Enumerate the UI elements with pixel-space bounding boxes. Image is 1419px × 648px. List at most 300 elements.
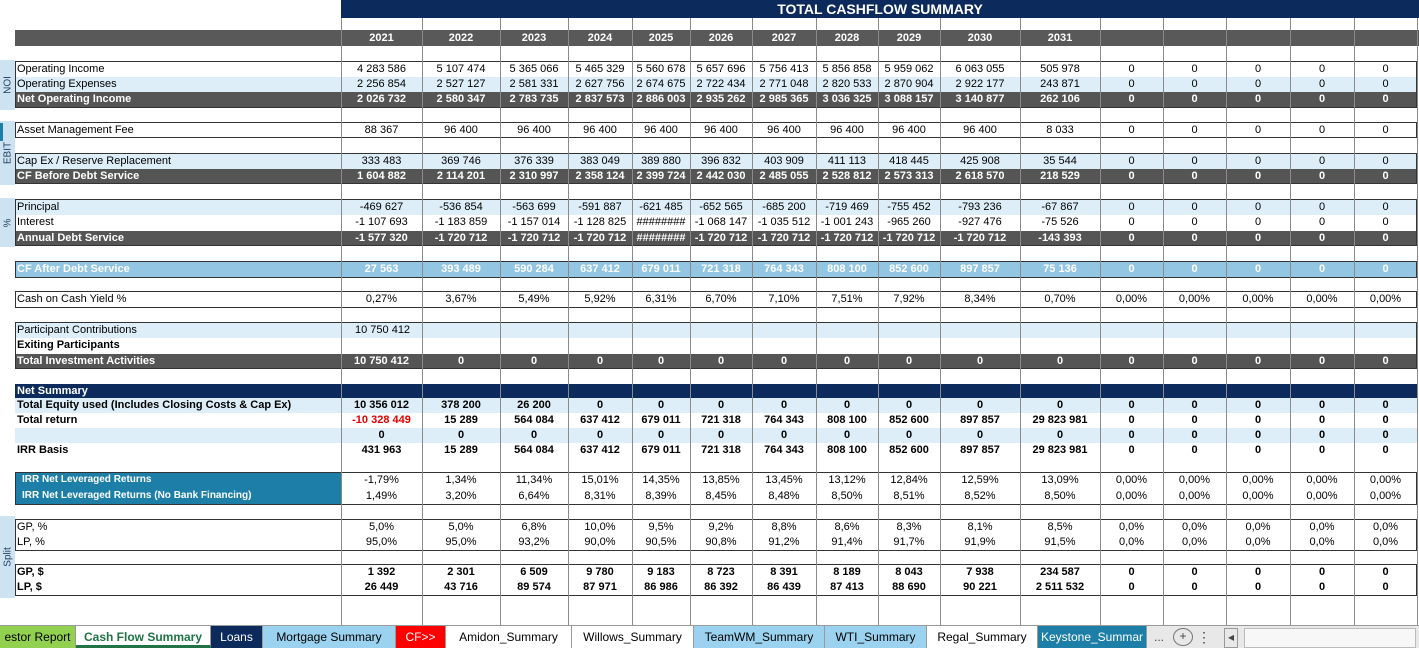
- value-cell[interactable]: -1 720 712: [573, 232, 627, 244]
- value-cell[interactable]: 0: [1382, 232, 1389, 244]
- value-cell[interactable]: 0: [1191, 355, 1198, 367]
- value-cell[interactable]: 0: [976, 355, 984, 367]
- year-header-cell[interactable]: 2026: [708, 32, 734, 44]
- value-cell[interactable]: 8,5%: [1047, 521, 1073, 533]
- value-cell[interactable]: 2 528 812: [822, 170, 872, 182]
- value-cell[interactable]: 7,92%: [893, 293, 925, 305]
- value-cell[interactable]: 8 043: [895, 566, 923, 578]
- value-cell[interactable]: 0: [1382, 429, 1389, 441]
- value-cell[interactable]: 0: [1382, 155, 1389, 167]
- value-cell[interactable]: 4 283 586: [357, 63, 406, 75]
- value-cell[interactable]: 0,00%: [1369, 474, 1402, 486]
- value-cell[interactable]: 3 140 877: [955, 93, 1005, 105]
- value-cell[interactable]: -1 720 712: [434, 232, 488, 244]
- value-cell[interactable]: ########: [636, 216, 686, 228]
- value-cell[interactable]: 0: [1382, 93, 1389, 105]
- value-cell[interactable]: 0: [1318, 263, 1326, 275]
- value-cell[interactable]: 90 221: [963, 581, 997, 593]
- value-cell[interactable]: 0: [1318, 78, 1326, 90]
- value-cell[interactable]: 2 310 997: [509, 170, 559, 182]
- value-cell[interactable]: 95,0%: [365, 536, 398, 548]
- value-cell[interactable]: 2 114 201: [436, 170, 486, 182]
- value-cell[interactable]: 8 391: [770, 566, 798, 578]
- row-label[interactable]: Total Investment Activities: [17, 355, 156, 367]
- value-cell[interactable]: 96 400: [704, 124, 738, 136]
- value-cell[interactable]: 5 756 413: [759, 63, 809, 75]
- value-cell[interactable]: 0: [1128, 201, 1135, 213]
- value-cell[interactable]: 897 857: [960, 263, 1000, 275]
- value-cell[interactable]: 10 356 012: [353, 399, 410, 411]
- value-cell[interactable]: 764 343: [764, 414, 804, 426]
- value-cell[interactable]: 0,00%: [1178, 474, 1211, 486]
- value-cell[interactable]: 0,00%: [1306, 293, 1338, 305]
- value-cell[interactable]: 808 100: [827, 414, 867, 426]
- value-cell[interactable]: 0: [378, 429, 385, 441]
- value-cell[interactable]: 0: [905, 429, 913, 441]
- value-cell[interactable]: 12,59%: [961, 474, 999, 486]
- value-cell[interactable]: 0: [1254, 63, 1262, 75]
- value-cell[interactable]: 0,0%: [1118, 521, 1145, 533]
- value-cell[interactable]: 0: [457, 429, 465, 441]
- value-cell[interactable]: 87 971: [583, 581, 617, 593]
- value-cell[interactable]: ########: [636, 232, 686, 244]
- value-cell[interactable]: 91,4%: [831, 536, 863, 548]
- row-label[interactable]: Net Operating Income: [17, 93, 132, 105]
- value-cell[interactable]: 637 412: [580, 263, 620, 275]
- value-cell[interactable]: 0: [657, 429, 665, 441]
- value-cell[interactable]: -1,79%: [364, 474, 399, 486]
- value-cell[interactable]: 2 935 262: [696, 93, 746, 105]
- value-cell[interactable]: 2 301: [447, 566, 475, 578]
- value-cell[interactable]: -591 887: [578, 201, 622, 213]
- value-cell[interactable]: 88 690: [892, 581, 926, 593]
- value-cell[interactable]: 0: [1191, 263, 1198, 275]
- value-cell[interactable]: 0: [1318, 566, 1326, 578]
- value-cell[interactable]: 96 400: [892, 124, 926, 136]
- value-cell[interactable]: 2 783 735: [509, 93, 559, 105]
- value-cell[interactable]: 3 088 157: [884, 93, 934, 105]
- tab-teamwm-summary[interactable]: TeamWM_Summary: [694, 626, 825, 648]
- value-cell[interactable]: -10 328 449: [352, 414, 411, 426]
- value-cell[interactable]: 15 289: [444, 414, 478, 426]
- value-cell[interactable]: -793 236: [958, 201, 1002, 213]
- value-cell[interactable]: 243 871: [1040, 78, 1080, 90]
- value-cell[interactable]: 0: [1254, 355, 1262, 367]
- value-cell[interactable]: 29 823 981: [1032, 444, 1088, 456]
- value-cell[interactable]: 0,00%: [1178, 293, 1211, 305]
- value-cell[interactable]: 2 722 434: [696, 78, 746, 90]
- row-label[interactable]: Cap Ex / Reserve Replacement: [17, 155, 172, 167]
- value-cell[interactable]: 0: [1382, 216, 1389, 228]
- value-cell[interactable]: 2 837 573: [575, 93, 625, 105]
- value-cell[interactable]: 721 318: [701, 444, 741, 456]
- row-label[interactable]: Operating Income: [17, 63, 105, 75]
- value-cell[interactable]: 0,0%: [1181, 536, 1208, 548]
- value-cell[interactable]: 2 985 365: [759, 93, 809, 105]
- value-cell[interactable]: 0: [1254, 444, 1262, 456]
- value-cell[interactable]: 0: [1128, 124, 1135, 136]
- value-cell[interactable]: 0,0%: [1372, 521, 1399, 533]
- value-cell[interactable]: 0: [1191, 155, 1198, 167]
- value-cell[interactable]: 0,0%: [1372, 536, 1399, 548]
- value-cell[interactable]: 0: [1254, 201, 1262, 213]
- value-cell[interactable]: 0: [1254, 566, 1262, 578]
- value-cell[interactable]: 0: [596, 355, 604, 367]
- value-cell[interactable]: 2 886 003: [636, 93, 686, 105]
- value-cell[interactable]: 852 600: [889, 414, 929, 426]
- value-cell[interactable]: 897 857: [960, 414, 1000, 426]
- value-cell[interactable]: 7 938: [966, 566, 994, 578]
- value-cell[interactable]: 91,2%: [768, 536, 800, 548]
- year-header-cell[interactable]: 2031: [1047, 32, 1073, 44]
- value-cell[interactable]: -965 260: [887, 216, 931, 228]
- value-cell[interactable]: 5 959 062: [884, 63, 934, 75]
- value-cell[interactable]: 96 400: [444, 124, 478, 136]
- row-label[interactable]: Net Summary: [17, 385, 88, 397]
- value-cell[interactable]: 8,6%: [834, 521, 860, 533]
- value-cell[interactable]: 396 832: [701, 155, 741, 167]
- value-cell[interactable]: 96 400: [830, 124, 864, 136]
- value-cell[interactable]: 9 183: [647, 566, 675, 578]
- value-cell[interactable]: 0: [1191, 124, 1198, 136]
- value-cell[interactable]: 13,85%: [702, 474, 740, 486]
- value-cell[interactable]: 91,9%: [964, 536, 996, 548]
- value-cell[interactable]: -1 720 712: [820, 232, 874, 244]
- separator-grip-icon[interactable]: ⋮: [1197, 629, 1211, 645]
- value-cell[interactable]: 0: [1191, 444, 1198, 456]
- value-cell[interactable]: 87 413: [830, 581, 864, 593]
- value-cell[interactable]: -1 107 693: [355, 216, 408, 228]
- value-cell[interactable]: 376 339: [514, 155, 554, 167]
- value-cell[interactable]: 5 560 678: [636, 63, 686, 75]
- value-cell[interactable]: 0: [1382, 63, 1389, 75]
- value-cell[interactable]: 86 986: [644, 581, 678, 593]
- value-cell[interactable]: -1 183 859: [434, 216, 488, 228]
- value-cell[interactable]: 5 365 066: [509, 63, 559, 75]
- year-header-cell[interactable]: 2021: [369, 32, 394, 44]
- value-cell[interactable]: 0: [1128, 566, 1135, 578]
- value-cell[interactable]: 96 400: [767, 124, 801, 136]
- value-cell[interactable]: 0: [843, 429, 851, 441]
- value-cell[interactable]: 0,00%: [1178, 490, 1211, 502]
- row-label[interactable]: Principal: [17, 201, 60, 213]
- value-cell[interactable]: 0: [1382, 263, 1389, 275]
- row-label[interactable]: Annual Debt Service: [17, 232, 124, 244]
- value-cell[interactable]: 333 483: [361, 155, 402, 167]
- value-cell[interactable]: 0: [1056, 355, 1064, 367]
- value-cell[interactable]: 0: [1254, 93, 1262, 105]
- value-cell[interactable]: -621 485: [639, 201, 683, 213]
- value-cell[interactable]: 0: [717, 399, 725, 411]
- value-cell[interactable]: 2 820 533: [822, 78, 872, 90]
- value-cell[interactable]: -75 526: [1041, 216, 1079, 228]
- value-cell[interactable]: 0: [1382, 355, 1389, 367]
- value-cell[interactable]: 262 106: [1040, 93, 1080, 105]
- value-cell[interactable]: 1 604 882: [357, 170, 406, 182]
- value-cell[interactable]: 0,0%: [1309, 536, 1335, 548]
- value-cell[interactable]: 8,39%: [645, 490, 677, 502]
- value-cell[interactable]: 764 343: [764, 263, 804, 275]
- value-cell[interactable]: 0: [780, 399, 788, 411]
- value-cell[interactable]: 8,1%: [967, 521, 993, 533]
- value-cell[interactable]: 12,84%: [890, 474, 928, 486]
- value-cell[interactable]: 0: [1191, 63, 1198, 75]
- value-cell[interactable]: 26 449: [364, 581, 399, 593]
- value-cell[interactable]: 0,00%: [1242, 490, 1274, 502]
- value-cell[interactable]: 5 107 474: [436, 63, 486, 75]
- value-cell[interactable]: 0: [1128, 232, 1135, 244]
- value-cell[interactable]: 0: [1318, 201, 1326, 213]
- value-cell[interactable]: 0: [780, 429, 788, 441]
- value-cell[interactable]: 95,0%: [445, 536, 477, 548]
- value-cell[interactable]: 13,45%: [765, 474, 803, 486]
- tab-cash-flow-summary[interactable]: Cash Flow Summary: [76, 626, 211, 648]
- value-cell[interactable]: 0: [976, 399, 984, 411]
- value-cell[interactable]: 8,51%: [893, 490, 925, 502]
- value-cell[interactable]: 0: [1382, 201, 1389, 213]
- value-cell[interactable]: 1,34%: [445, 474, 477, 486]
- horizontal-scrollbar[interactable]: [1244, 628, 1416, 648]
- value-cell[interactable]: 0: [1191, 93, 1198, 105]
- value-cell[interactable]: -719 469: [825, 201, 869, 213]
- value-cell[interactable]: 90,8%: [705, 536, 737, 548]
- row-label[interactable]: Asset Management Fee: [17, 124, 134, 136]
- value-cell[interactable]: 0: [1254, 78, 1262, 90]
- value-cell[interactable]: 3 036 325: [822, 93, 872, 105]
- value-cell[interactable]: 8,45%: [705, 490, 737, 502]
- value-cell[interactable]: 8,48%: [768, 490, 800, 502]
- row-label[interactable]: Participant Contributions: [17, 324, 137, 336]
- value-cell[interactable]: 0: [905, 399, 913, 411]
- value-cell[interactable]: 0,00%: [1242, 293, 1274, 305]
- value-cell[interactable]: 0: [1318, 232, 1326, 244]
- value-cell[interactable]: 637 412: [580, 414, 620, 426]
- value-cell[interactable]: 0: [1191, 414, 1198, 426]
- value-cell[interactable]: 0: [1382, 566, 1389, 578]
- value-cell[interactable]: 679 011: [641, 414, 681, 426]
- value-cell[interactable]: 5,0%: [368, 521, 395, 533]
- year-header-cell[interactable]: 2023: [521, 32, 547, 44]
- year-header-cell[interactable]: 2030: [967, 32, 993, 44]
- row-label[interactable]: IRR Basis: [17, 444, 69, 456]
- value-cell[interactable]: 0: [1254, 263, 1262, 275]
- value-cell[interactable]: 6,70%: [705, 293, 737, 305]
- row-label[interactable]: CF After Debt Service: [17, 263, 130, 275]
- value-cell[interactable]: 96 400: [963, 124, 997, 136]
- value-cell[interactable]: 1 392: [367, 566, 396, 578]
- value-cell[interactable]: -1 035 512: [757, 216, 811, 228]
- value-cell[interactable]: 369 746: [441, 155, 481, 167]
- year-header-cell[interactable]: 2028: [834, 32, 860, 44]
- value-cell[interactable]: 0,00%: [1306, 490, 1338, 502]
- value-cell[interactable]: 389 880: [641, 155, 681, 167]
- value-cell[interactable]: 0: [657, 399, 665, 411]
- value-cell[interactable]: 679 011: [641, 263, 681, 275]
- value-cell[interactable]: 0: [1254, 581, 1262, 593]
- add-sheet-button[interactable]: +: [1173, 628, 1193, 646]
- value-cell[interactable]: -1 720 712: [507, 232, 561, 244]
- value-cell[interactable]: 0: [1318, 216, 1326, 228]
- value-cell[interactable]: 0: [1191, 78, 1198, 90]
- value-cell[interactable]: 6,64%: [518, 490, 550, 502]
- value-cell[interactable]: 218 529: [1040, 170, 1080, 182]
- year-header-cell[interactable]: 2024: [587, 32, 613, 44]
- value-cell[interactable]: 0: [1382, 399, 1389, 411]
- value-cell[interactable]: 7,10%: [768, 293, 800, 305]
- value-cell[interactable]: 721 318: [701, 263, 741, 275]
- value-cell[interactable]: 0: [1318, 399, 1326, 411]
- value-cell[interactable]: 91,5%: [1044, 536, 1076, 548]
- value-cell[interactable]: 425 908: [960, 155, 1000, 167]
- value-cell[interactable]: 5,92%: [584, 293, 616, 305]
- value-cell[interactable]: 418 445: [889, 155, 929, 167]
- value-cell[interactable]: 26 200: [517, 399, 551, 411]
- value-cell[interactable]: 0: [1254, 414, 1262, 426]
- value-cell[interactable]: 0,0%: [1118, 536, 1145, 548]
- row-label[interactable]: IRR Net Leveraged Returns (No Bank Financing): [22, 490, 252, 501]
- row-label[interactable]: Total return: [17, 414, 78, 426]
- value-cell[interactable]: 8,50%: [831, 490, 863, 502]
- value-cell[interactable]: 0: [1318, 355, 1326, 367]
- value-cell[interactable]: 0: [1128, 444, 1135, 456]
- value-cell[interactable]: 0: [1128, 429, 1135, 441]
- value-cell[interactable]: 0: [1254, 124, 1262, 136]
- value-cell[interactable]: 13,09%: [1041, 474, 1079, 486]
- value-cell[interactable]: 0,00%: [1115, 293, 1148, 305]
- value-cell[interactable]: 2 573 313: [884, 170, 934, 182]
- value-cell[interactable]: 0: [1382, 170, 1389, 182]
- value-cell[interactable]: -143 393: [1038, 232, 1082, 244]
- value-cell[interactable]: 96 400: [583, 124, 617, 136]
- value-cell[interactable]: 564 084: [514, 414, 554, 426]
- value-cell[interactable]: 0: [1191, 216, 1198, 228]
- value-cell[interactable]: -1 157 014: [507, 216, 561, 228]
- value-cell[interactable]: 0: [1254, 399, 1262, 411]
- value-cell[interactable]: 0: [1318, 63, 1326, 75]
- value-cell[interactable]: 0: [1382, 78, 1389, 90]
- tab-investor-report[interactable]: estor Report: [0, 626, 76, 648]
- value-cell[interactable]: 0: [596, 399, 604, 411]
- value-cell[interactable]: 5 657 696: [696, 63, 746, 75]
- value-cell[interactable]: 8,34%: [964, 293, 996, 305]
- value-cell[interactable]: 0: [1128, 263, 1135, 275]
- tab-loans[interactable]: Loans: [211, 626, 263, 648]
- value-cell[interactable]: 0: [1254, 155, 1262, 167]
- scroll-left-icon[interactable]: ◂: [1224, 628, 1238, 648]
- value-cell[interactable]: 0: [596, 429, 604, 441]
- value-cell[interactable]: 6 063 055: [955, 63, 1005, 75]
- value-cell[interactable]: 637 412: [580, 444, 620, 456]
- value-cell[interactable]: 8,50%: [1044, 490, 1076, 502]
- tab-regal-summary[interactable]: Regal_Summary: [927, 626, 1038, 648]
- value-cell[interactable]: -927 476: [958, 216, 1002, 228]
- value-cell[interactable]: 0: [1318, 429, 1326, 441]
- tab-keystone-summary[interactable]: Keystone_Summar: [1038, 626, 1147, 648]
- value-cell[interactable]: 0,00%: [1369, 293, 1402, 305]
- value-cell[interactable]: 0: [1382, 444, 1389, 456]
- value-cell[interactable]: 88 367: [364, 124, 399, 136]
- value-cell[interactable]: 2 399 724: [636, 170, 686, 182]
- value-cell[interactable]: -1 720 712: [882, 232, 936, 244]
- row-label[interactable]: LP, $: [17, 581, 42, 593]
- value-cell[interactable]: 2 618 570: [955, 170, 1005, 182]
- value-cell[interactable]: 2 922 177: [955, 78, 1005, 90]
- value-cell[interactable]: 90,0%: [584, 536, 616, 548]
- value-cell[interactable]: 8,31%: [584, 490, 616, 502]
- row-label[interactable]: IRR Net Leveraged Returns: [22, 474, 152, 485]
- value-cell[interactable]: -1 720 712: [757, 232, 811, 244]
- value-cell[interactable]: 0: [1191, 581, 1198, 593]
- value-cell[interactable]: 808 100: [827, 263, 867, 275]
- value-cell[interactable]: 0,00%: [1306, 474, 1338, 486]
- value-cell[interactable]: 2 674 675: [636, 78, 686, 90]
- value-cell[interactable]: 6,31%: [645, 293, 677, 305]
- value-cell[interactable]: 14,35%: [642, 474, 680, 486]
- value-cell[interactable]: 10 750 412: [355, 324, 411, 336]
- value-cell[interactable]: 0,0%: [1245, 521, 1271, 533]
- value-cell[interactable]: 0: [905, 355, 913, 367]
- value-cell[interactable]: 2 026 732: [357, 93, 406, 105]
- value-cell[interactable]: 0,00%: [1115, 490, 1148, 502]
- value-cell[interactable]: 0: [530, 429, 538, 441]
- value-cell[interactable]: -563 699: [512, 201, 556, 213]
- value-cell[interactable]: 0: [1191, 399, 1198, 411]
- value-cell[interactable]: 0: [1056, 399, 1064, 411]
- value-cell[interactable]: 0: [1128, 170, 1135, 182]
- value-cell[interactable]: 91,7%: [893, 536, 925, 548]
- value-cell[interactable]: 90,5%: [645, 536, 677, 548]
- value-cell[interactable]: 96 400: [517, 124, 551, 136]
- value-cell[interactable]: 8 033: [1046, 124, 1074, 136]
- value-cell[interactable]: 679 011: [641, 444, 681, 456]
- value-cell[interactable]: 0: [1318, 155, 1326, 167]
- value-cell[interactable]: 0: [1128, 399, 1135, 411]
- value-cell[interactable]: 0: [780, 355, 788, 367]
- value-cell[interactable]: 0: [1254, 429, 1262, 441]
- value-cell[interactable]: 29 823 981: [1032, 414, 1088, 426]
- row-label[interactable]: GP, %: [17, 521, 48, 533]
- value-cell[interactable]: -1 068 147: [694, 216, 748, 228]
- value-cell[interactable]: 0,0%: [1245, 536, 1271, 548]
- value-cell[interactable]: 2 442 030: [696, 170, 746, 182]
- value-cell[interactable]: 96 400: [644, 124, 678, 136]
- value-cell[interactable]: 5 856 858: [822, 63, 872, 75]
- value-cell[interactable]: 0: [1318, 414, 1326, 426]
- value-cell[interactable]: 234 587: [1040, 566, 1080, 578]
- value-cell[interactable]: -1 720 712: [953, 232, 1007, 244]
- value-cell[interactable]: -1 577 320: [355, 232, 408, 244]
- row-label[interactable]: GP, $: [17, 566, 44, 578]
- value-cell[interactable]: 852 600: [889, 444, 929, 456]
- value-cell[interactable]: 10 750 412: [353, 355, 410, 367]
- value-cell[interactable]: 2 771 048: [759, 78, 809, 90]
- value-cell[interactable]: 0: [1128, 155, 1135, 167]
- value-cell[interactable]: 8,52%: [964, 490, 996, 502]
- value-cell[interactable]: -652 565: [699, 201, 743, 213]
- value-cell[interactable]: 0: [1382, 124, 1389, 136]
- value-cell[interactable]: 0: [1318, 581, 1326, 593]
- value-cell[interactable]: 5,0%: [448, 521, 474, 533]
- row-label[interactable]: [17, 428, 339, 442]
- value-cell[interactable]: 13,12%: [828, 474, 866, 486]
- value-cell[interactable]: 2 580 347: [436, 93, 486, 105]
- value-cell[interactable]: 564 084: [514, 444, 554, 456]
- value-cell[interactable]: 0: [976, 429, 984, 441]
- value-cell[interactable]: 35 544: [1043, 155, 1077, 167]
- value-cell[interactable]: 0: [1382, 414, 1389, 426]
- value-cell[interactable]: 0,00%: [1242, 474, 1274, 486]
- value-cell[interactable]: 11,34%: [515, 474, 553, 486]
